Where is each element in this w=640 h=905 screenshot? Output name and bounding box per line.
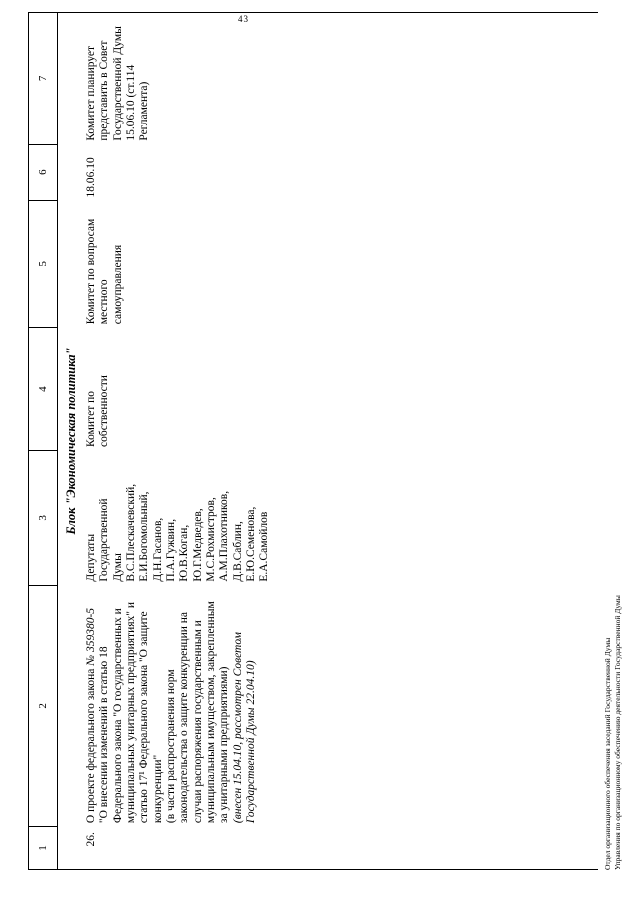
initiator-line: Д.В.Саблин, xyxy=(231,521,244,582)
initiator-line: В.С.Плескачевский, xyxy=(124,483,137,582)
cell-co-committee: Комитет по вопросам местного самоуправления xyxy=(85,218,124,325)
initiator-line: Депутаты xyxy=(85,533,97,582)
column-number-cell: 4 xyxy=(29,327,57,450)
bill-name xyxy=(85,593,165,823)
column-number-cell: 1 xyxy=(29,826,57,869)
initiator-line: П.А.Гужвин, xyxy=(164,518,177,582)
initiator-line: Ю.В.Коган, xyxy=(178,524,191,582)
column-number-cell: 7 xyxy=(37,75,49,82)
page-footer xyxy=(603,595,623,870)
cell-committee-note: Комитет планирует представить в Совет Государственной Думы 15.06.10 (ст.114 Регламента) xyxy=(85,26,151,141)
page-number: 43 xyxy=(238,14,249,24)
initiator-line: Д.Н.Гасанов, xyxy=(151,517,164,582)
initiator-line: Е.А.Самойлов xyxy=(258,511,271,582)
table-row xyxy=(83,13,272,869)
initiator-line: А.М.Плахотников, xyxy=(218,490,231,582)
initiator-line: Е.Ю.Семенова, xyxy=(244,506,257,582)
bill-intro: О проекте федерального закона xyxy=(85,665,97,824)
cell-date: 18.06.10 xyxy=(85,157,97,198)
column-number-cell: 6 xyxy=(29,144,57,200)
bill-clarification: (в части распространения норм законодательства о защите конкуренции на случаи распоряжения государственным и муниципальным имуществом, закрепленным за унитарными предприятиями) xyxy=(164,601,231,824)
cell-responsible-committee: Комитет по собственности xyxy=(85,375,111,447)
initiator-line: Государственной xyxy=(98,498,111,582)
column-number-cell: 3 xyxy=(29,450,57,585)
cell-item-number: 26. xyxy=(85,832,97,847)
section-block-title: Блок "Экономическая политика" xyxy=(64,347,78,535)
bills-table xyxy=(28,12,598,870)
initiator-line: М.С.Рохмистров, xyxy=(204,497,217,582)
column-number-cell: 5 xyxy=(29,200,57,328)
cell-bill-title xyxy=(83,585,258,826)
bill-number: № 359380-5 xyxy=(85,607,97,666)
footer-line-1: Отдел организационного обеспечения заседаний Государственной Думы xyxy=(603,637,612,870)
bill-title-text: "О внесении изменений в статью 18 Федерального закона "О государственных и муниципальных унитарных предприятиях" и статью 17¹ Федерального закона "О защите конкуренции" xyxy=(98,602,164,824)
initiator-line: Думы xyxy=(111,553,124,582)
initiator-line: Ю.Г.Медведев, xyxy=(191,508,204,582)
initiator-line: Е.И.Богомольный, xyxy=(138,491,151,582)
column-numbers-row xyxy=(29,13,58,869)
footer-line-2: Управления по организационному обеспечению деятельности Государственной Думы xyxy=(612,595,622,870)
column-number-cell: 2 xyxy=(29,585,57,826)
bill-submitted-note: (внесен 15.04.10, рассмотрен Советом Государственной Думы 22.04.10) xyxy=(231,632,257,824)
cell-initiators xyxy=(83,450,272,585)
